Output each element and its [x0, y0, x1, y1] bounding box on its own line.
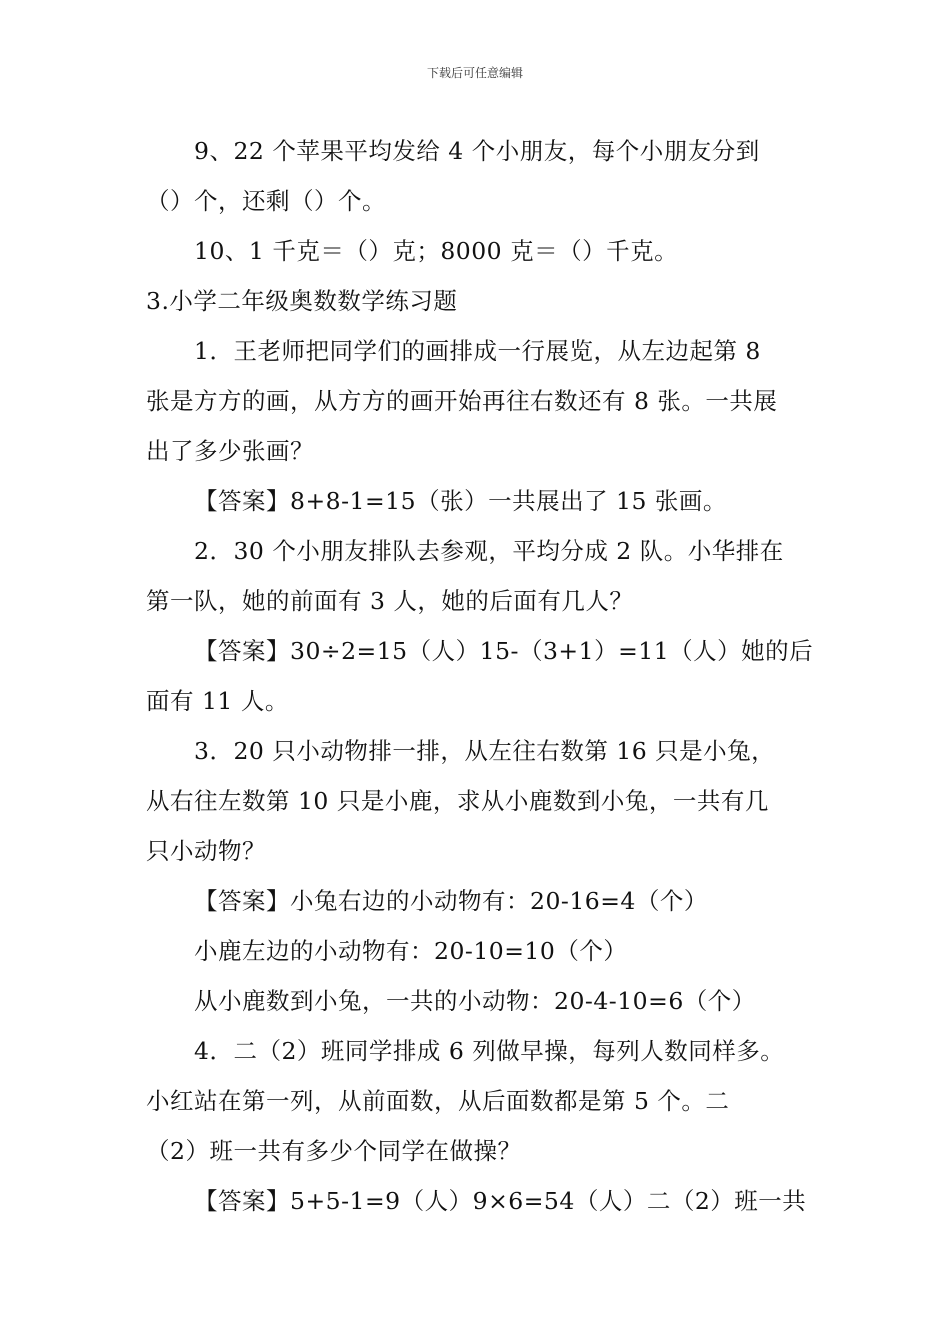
text-line: 面有 11 人。: [146, 687, 289, 715]
text-line: 2．30 个小朋友排队去参观，平均分成 2 队。小华排在: [194, 537, 784, 565]
answer-line: 【答案】5+5-1=9（人）9×6=54（人）二（2）班一共: [194, 1187, 807, 1215]
text-line: 出了多少张画？: [146, 437, 314, 465]
text-line: 3．20 只小动物排一排，从左往右数第 16 只是小兔，: [194, 737, 776, 765]
text-line: 只小动物？: [146, 837, 266, 865]
answer-line: 【答案】8+8-1=15（张）一共展出了 15 张画。: [194, 487, 727, 515]
text-line: 张是方方的画，从方方的画开始再往右数还有 8 张。一共展: [146, 387, 778, 415]
text-line: 第一队，她的前面有 3 人，她的后面有几人？: [146, 587, 634, 615]
text-line: 从小鹿数到小兔，一共的小动物：20-4-10=6（个）: [194, 987, 756, 1015]
section-heading: 3.小学二年级奥数数学练习题: [146, 287, 458, 315]
page-header: 下载后可任意编辑: [426, 66, 523, 80]
answer-line: 【答案】小兔右边的小动物有：20-16=4（个）: [194, 887, 708, 915]
text-line: 从右往左数第 10 只是小鹿，求从小鹿数到小兔，一共有几: [146, 787, 769, 815]
text-line: （2）班一共有多少个同学在做操？: [146, 1137, 522, 1165]
text-line: 10、1 千克＝（）克；8000 克＝（）千克。: [194, 237, 679, 265]
text-line: 小鹿左边的小动物有：20-10=10（个）: [194, 937, 628, 965]
text-line: 小红站在第一列，从前面数，从后面数都是第 5 个。二: [146, 1087, 730, 1115]
text-line: （）个，还剩（）个。: [146, 187, 386, 215]
text-line: 1．王老师把同学们的画排成一行展览，从左边起第 8: [194, 337, 761, 365]
text-line: 4．二（2）班同学排成 6 列做早操，每列人数同样多。: [194, 1037, 785, 1065]
text-line: 9、22 个苹果平均发给 4 个小朋友，每个小朋友分到: [194, 137, 760, 165]
answer-line: 【答案】30÷2=15（人）15-（3+1）=11（人）她的后: [194, 637, 814, 665]
document-body: [146, 126, 814, 1226]
